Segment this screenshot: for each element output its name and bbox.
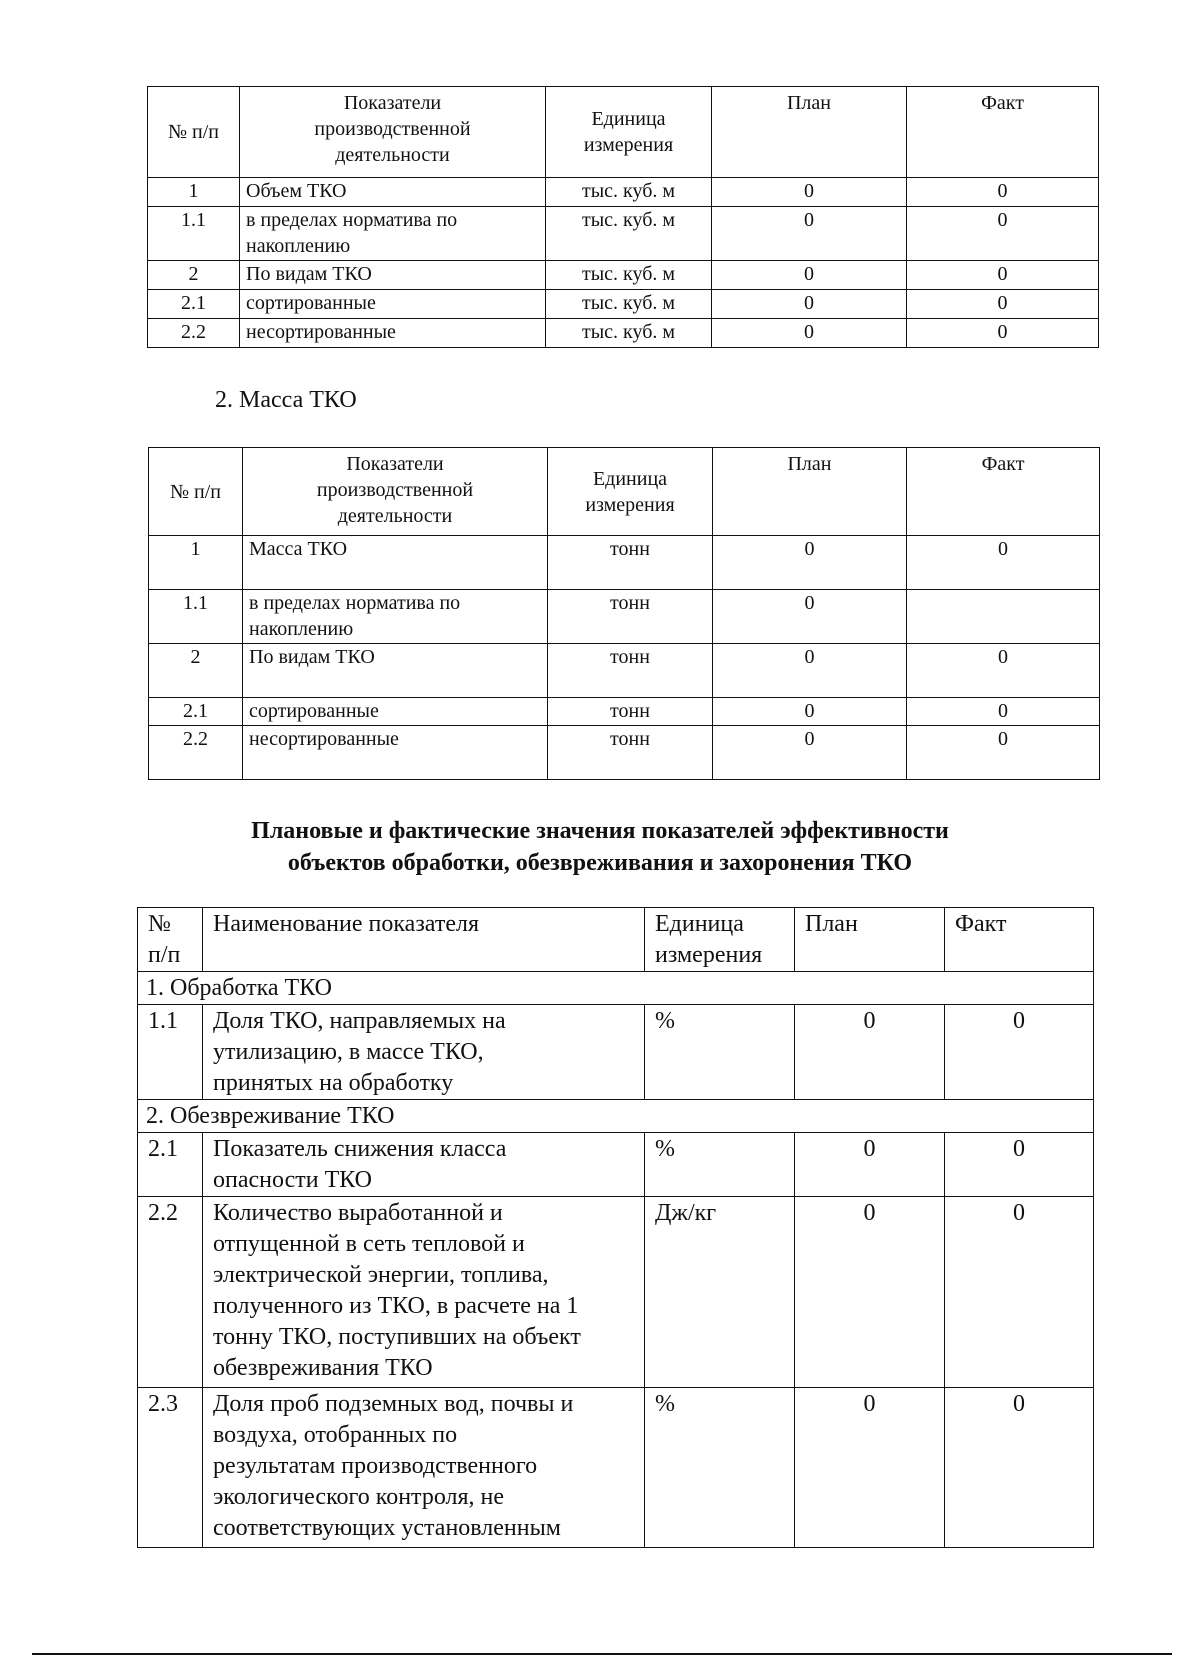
table-row: 1.1 Доля ТКО, направляемых на утилизацию, в массе ТКО, принятых на обработку % 0 0 [138, 1005, 1094, 1100]
table-header-row [138, 908, 1094, 972]
table-row: 1.1 в пределах норматива по накоплению тонн 0 [149, 590, 1100, 644]
efficiency-table [137, 907, 1094, 1548]
col-header-plan: План [712, 87, 907, 178]
col-header-fact: Факт [945, 908, 1094, 972]
efficiency-heading: Плановые и фактические значения показателей эффективности объектов обработки, обезвреживания и захоронения ТКО [251, 818, 949, 876]
section-row [138, 972, 1094, 1005]
section-row [138, 1100, 1094, 1133]
col-header-fact: Факт [907, 448, 1100, 536]
col-header-number: № п/п [138, 908, 203, 972]
col-header-name: Наименование показателя [203, 908, 645, 972]
col-header-fact: Факт [907, 87, 1099, 178]
table-row: 2.1 Показатель снижения класса опасности ТКО % 0 0 [138, 1133, 1094, 1197]
table-row: 1.1 в пределах норматива по накоплению тыс. куб. м 0 0 [148, 207, 1099, 261]
table-header-row [149, 448, 1100, 536]
section-processing: 1. Обработка ТКО [138, 972, 1094, 1005]
table-row: 2.1 сортированные тонн 0 0 [149, 698, 1100, 726]
section-neutralization: 2. Обезвреживание ТКО [138, 1100, 1094, 1133]
col-header-indicator: Показатели производственной деятельности [243, 448, 548, 536]
table-row: 2.2 несортированные тонн 0 0 [149, 726, 1100, 780]
footer-divider [32, 1653, 1172, 1655]
table-row: 2.3 Доля проб подземных вод, почвы и воздуха, отобранных по результатам производственного экологического контроля, не соответствующих установленным % 0 0 [138, 1388, 1094, 1548]
table-row: 2.2 Количество выработанной и отпущенной в сеть тепловой и электрической энергии, топлива, полученного из ТКО, в расчете на 1 тонну ТКО, поступивших на объект обезвреживания ТКО Дж/кг 0 0 [138, 1197, 1094, 1388]
col-header-unit: Единица измерения [548, 448, 713, 536]
col-header-indicator: Показатели производственной деятельности [240, 87, 546, 178]
col-header-plan: План [795, 908, 945, 972]
table-row: 1 Масса ТКО тонн 0 0 [149, 536, 1100, 590]
col-header-number: № п/п [149, 448, 243, 536]
col-header-unit: Единица измерения [645, 908, 795, 972]
table-row: 2.2 несортированные тыс. куб. м 0 0 [148, 319, 1099, 348]
volume-table [147, 86, 1099, 348]
table-row: 2 По видам ТКО тонн 0 0 [149, 644, 1100, 698]
table-row: 2 По видам ТКО тыс. куб. м 0 0 [148, 261, 1099, 290]
col-header-number: № п/п [148, 87, 240, 178]
table-row: 1 Объем ТКО тыс. куб. м 0 0 [148, 178, 1099, 207]
col-header-unit: Единица измерения [546, 87, 712, 178]
col-header-plan: План [713, 448, 907, 536]
section-title-mass: 2. Масса ТКО [215, 387, 357, 413]
table-header-row [148, 87, 1099, 178]
table-row: 2.1 сортированные тыс. куб. м 0 0 [148, 290, 1099, 319]
mass-table [148, 447, 1100, 780]
